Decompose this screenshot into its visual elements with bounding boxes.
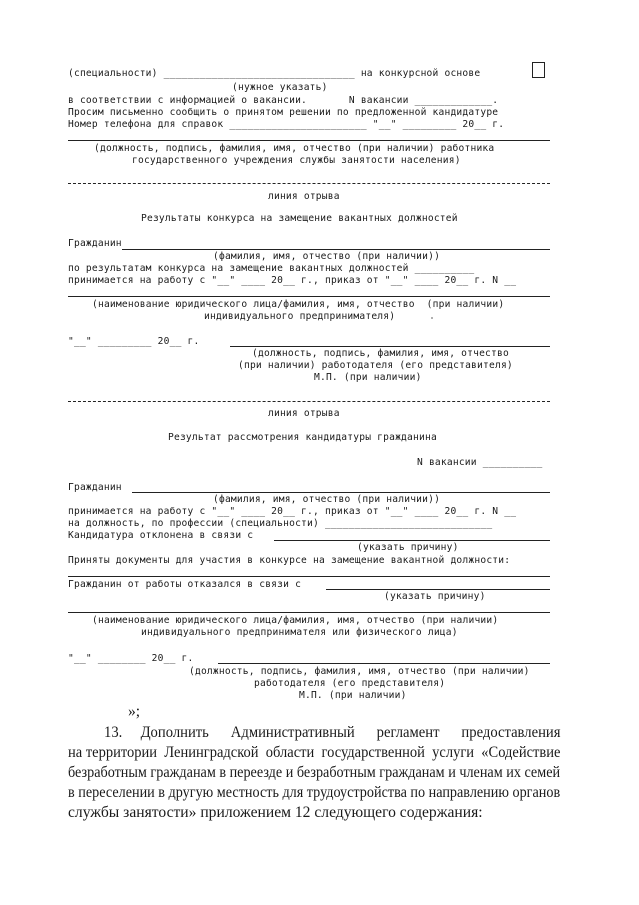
hire-line-2: принимается на работу с "__" ____ 20__ г., приказ от "__" ____ 20__ г. N __ [68, 506, 517, 517]
employer-note-4: индивидуального предпринимателя или физического лица) [141, 627, 458, 638]
candidacy-title: Результат рассмотрения кандидатуры гражданина [168, 432, 437, 443]
paragraph-line-2: на территории Ленинградской области государственной услуги «Содействие [68, 744, 561, 761]
hire-line: принимается на работу с "__" ____ 20__ г., приказ от "__" ____ 20__ г. N __ [68, 275, 517, 286]
signature-note-2: государственного учреждения службы занятости населения) [132, 155, 461, 166]
citizen-rule-2 [132, 492, 550, 493]
documents-line: Приняты документы для участия в конкурсе на замещение вакантной должности: [68, 555, 511, 566]
stamp-note-2: М.П. (при наличии) [299, 690, 407, 701]
employer-rule [68, 296, 550, 297]
vacancy-number-line: N вакансии __________ [417, 457, 543, 468]
citizen-rule [122, 249, 550, 250]
employer-note-3: (наименование юридического лица/фамилия, имя, отчество (при наличии) [92, 615, 499, 626]
employer-note-2: индивидуального предпринимателя) [204, 311, 396, 322]
employer-signature-note-4: работодателя (его представителя) [254, 678, 446, 689]
paragraph-line-5: службы занятости» приложением 12 следующего содержания: [68, 804, 483, 821]
employer-signature-rule [230, 346, 550, 347]
citizen-note: (фамилия, имя, отчество (при наличии)) [213, 251, 441, 262]
tear-label-1: линия отрыва [268, 191, 340, 202]
documents-rule [68, 576, 550, 577]
date-line-2: "__" ________ 20__ г. [68, 653, 194, 664]
specialty-note: (нужное указать) [232, 82, 328, 93]
stamp-note-1: М.П. (при наличии) [314, 372, 422, 383]
specialty-line: (специальности) ________________________________ на конкурсной основе [68, 68, 481, 79]
employer-note-1: (наименование юридического лица/фамилия, имя, отчество (при наличии) [92, 299, 505, 310]
scan-speck [431, 317, 433, 319]
position-line: на должность, по профессии (специальности) ____________________________ [68, 518, 493, 529]
employer-signature-note-3: (должность, подпись, фамилия, имя, отчество (при наличии) [189, 666, 530, 677]
paragraph-line-4: в переселении в другую местность для трудоустройства по направлению органов [68, 784, 561, 801]
paragraph-line-1: 13. Дополнить Административный регламент предоставления [104, 724, 561, 741]
employer-rule-2 [68, 612, 550, 613]
declined-note: (указать причину) [384, 591, 486, 602]
signature-rule [68, 140, 550, 141]
tear-line-1 [68, 183, 550, 184]
employer-signature-note-1: (должность, подпись, фамилия, имя, отчество [252, 348, 509, 359]
rejected-note: (указать причину) [357, 542, 459, 553]
quote-end: »; [128, 703, 141, 720]
signature-note-1: (должность, подпись, фамилия, имя, отчество (при наличии) работника [94, 143, 495, 154]
phone-line: Номер телефона для справок _______________________ "__" _________ 20__ г. [68, 119, 505, 130]
contest-line: по результатам конкурса на замещение вакантных должностей __________ [68, 263, 475, 274]
tear-label-2: линия отрыва [268, 408, 340, 419]
paragraph-line-3: безработным гражданам в переезде и безработным гражданам и членам их семей [68, 764, 561, 781]
citizen-note-2: (фамилия, имя, отчество (при наличии)) [213, 494, 441, 505]
rejected-rule [274, 540, 550, 541]
citizen-label-2: Гражданин [68, 482, 122, 493]
contest-results-title: Результаты конкурса на замещение вакантных должностей [141, 213, 458, 224]
tear-line-2 [68, 401, 550, 402]
employer-signature-note-2: (при наличии) работодателя (его представителя) [238, 360, 513, 371]
employer-signature-rule-2 [218, 663, 550, 664]
declined-rule [326, 589, 550, 590]
request-line: Просим письменно сообщить о принятом решении по предложенной кандидатуре [68, 107, 499, 118]
citizen-label: Гражданин [68, 238, 122, 249]
date-line-1: "__" _________ 20__ г. [68, 336, 200, 347]
vacancy-line: в соответствии с информацией о вакансии. N вакансии _____________. [68, 95, 499, 106]
rejected-label: Кандидатура отклонена в связи с [68, 530, 254, 541]
declined-label: Гражданин от работы отказался в связи с [68, 579, 302, 590]
competition-checkbox[interactable] [532, 62, 545, 78]
